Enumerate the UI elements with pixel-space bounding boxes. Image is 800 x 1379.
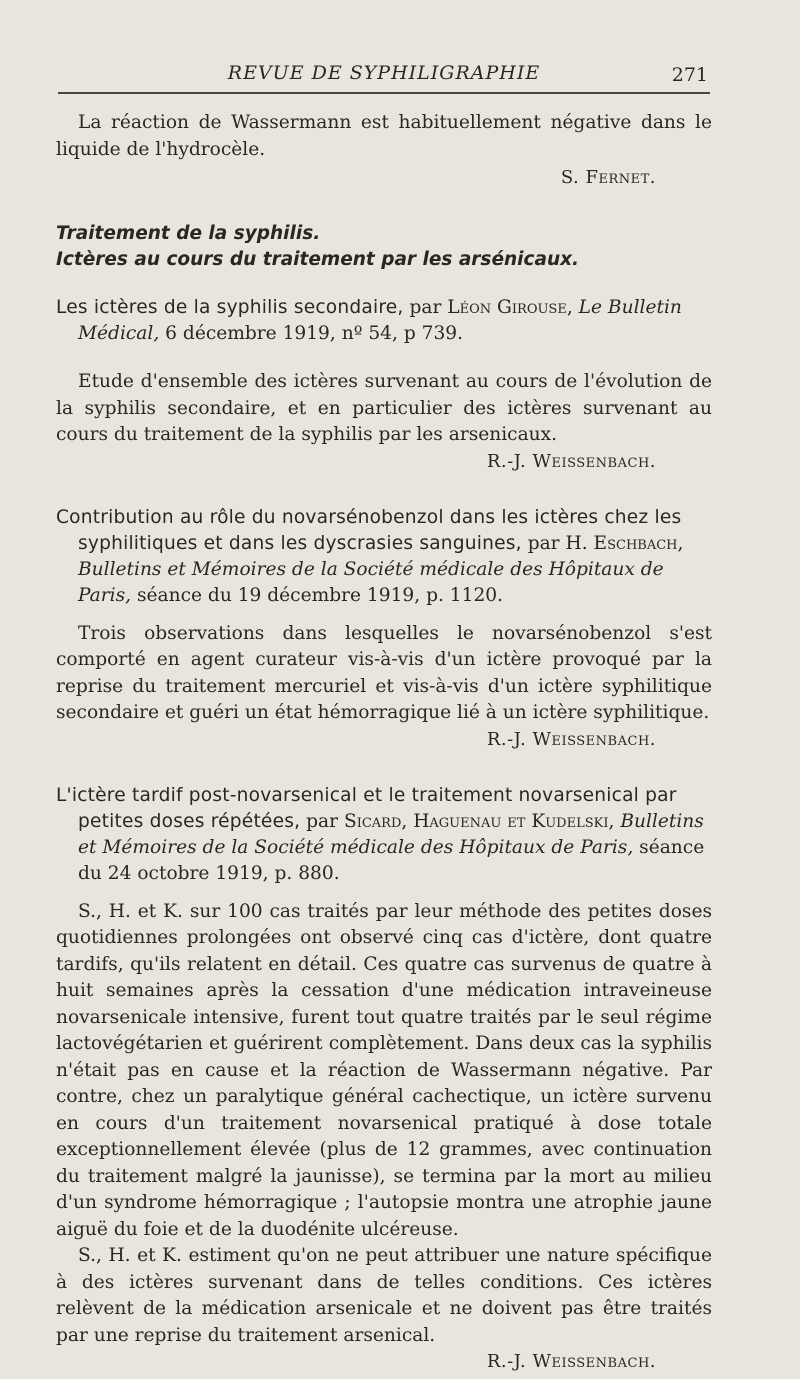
article-1-signature: R.-J. Weissenbach. bbox=[486, 450, 656, 472]
article-3-body: S., H. et K. sur 100 cas traités par leur méthode des petites doses quotidiennes prolongées ont observé cinq cas d'ictère, dont quatre tardifs, qu'ils relatent en détail. Ces quatre cas survenus de quatre à huit semaines après la cessation d'une médication intraveineuse novarsenicale intensive, furent tout quatre traités par le seul régime lactovégétarien et guérirent complètement. Dans deux cas la syphilis n'était pas en cause et la réaction de Wassermann négative. Par contre, chez un paralytique général cachectique, un ictère survenu en cours d'un traitement novarsenical pratiqué à dose totale exceptionnellement élevée (plus de 12 grammes, avec continuation du traitement malgré la jaunisse), se termina par la mort au milieu d'un syndrome hémorragique ; l'autopsie montra une atrophie jaune aiguë du foie et de la duodénite ulcéreuse. bbox=[56, 900, 712, 1240]
article-2-details: séance du 19 décembre 1919, p. 1120. bbox=[136, 584, 504, 606]
article-1-authors: Léon Girouse, bbox=[447, 297, 573, 318]
page-number: 271 bbox=[671, 64, 708, 86]
intro-paragraph: La réaction de Wassermann est habituellement négative dans le liquide de l'hydrocèle. bbox=[56, 112, 712, 160]
article-2-authors: H. Eschbach, bbox=[565, 532, 684, 554]
running-title: REVUE DE SYPHILIGRAPHIE bbox=[227, 62, 541, 84]
intro-signature: S. Fernet. bbox=[560, 167, 656, 188]
article-2-journal: Bulletins et Mémoires de la Société médicale des Hôpitaux de Paris, bbox=[78, 558, 664, 606]
article-3-by: par bbox=[306, 810, 339, 832]
section-title: Traitement de la syphilis. bbox=[56, 223, 321, 244]
article-2-signature: R.-J. Weissenbach. bbox=[486, 728, 656, 750]
content bbox=[56, 110, 712, 1375]
article-1-body: Etude d'ensemble des ictères survenant au cours de l'évolution de la syphilis secondaire, et en particulier des ictères survenant au cours du traitement de la syphilis par les arsenicaux. bbox=[56, 371, 712, 445]
article-3-body-2: S., H. et K. estiment qu'on ne peut attribuer une nature spécifique à des ictères survenant dans de telles conditions. Ces ictères relèvent de la médication arsenicale et ne doivent pas être traités par une reprise du traitement arsenical. bbox=[56, 1245, 712, 1346]
section-subtitle: Ictères au cours du traitement par les arsénicaux. bbox=[56, 249, 580, 270]
article-1-journal: Le Bulletin Médical, bbox=[78, 297, 682, 344]
article-2-reference bbox=[56, 505, 712, 609]
running-head bbox=[58, 62, 710, 94]
article-1-title: Les ictères de la syphilis secondaire, bbox=[56, 297, 404, 318]
article-2-title: Contribution au rôle du novarsénobenzol dans les ictères chez les syphilitiques et dans les dyscrasies sanguines, bbox=[56, 506, 682, 554]
article-3-title: L'ictère tardif post-novarsenical et le traitement novarsenical par petites doses répétées, bbox=[56, 784, 677, 832]
article-2-body: Trois observations dans lesquelles le novarsénobenzol s'est comporté en agent curateur vis-à-vis d'un ictère provoqué par la reprise du traitement mercuriel et vis-à-vis d'un ictère syphilitique secondaire et guéri un état hémorragique lié à un ictère syphilitique. bbox=[56, 622, 712, 723]
article-1-reference bbox=[56, 295, 712, 347]
article-3-reference bbox=[56, 783, 712, 887]
article-1-by: par bbox=[409, 297, 442, 318]
article-2-by: par bbox=[527, 532, 560, 554]
article-3-journal: Bulletins et Mémoires de la Société médicale des Hôpitaux de Paris, bbox=[78, 810, 704, 858]
article-3-authors: Sicard, Haguenau et Kudelski, bbox=[343, 810, 615, 832]
article-3-signature: R.-J. Weissenbach. bbox=[486, 1351, 656, 1372]
article-1-details: 6 décembre 1919, nº 54, p 739. bbox=[165, 323, 464, 344]
article-3-details: séance du 24 octobre 1919, p. 880. bbox=[78, 836, 705, 884]
